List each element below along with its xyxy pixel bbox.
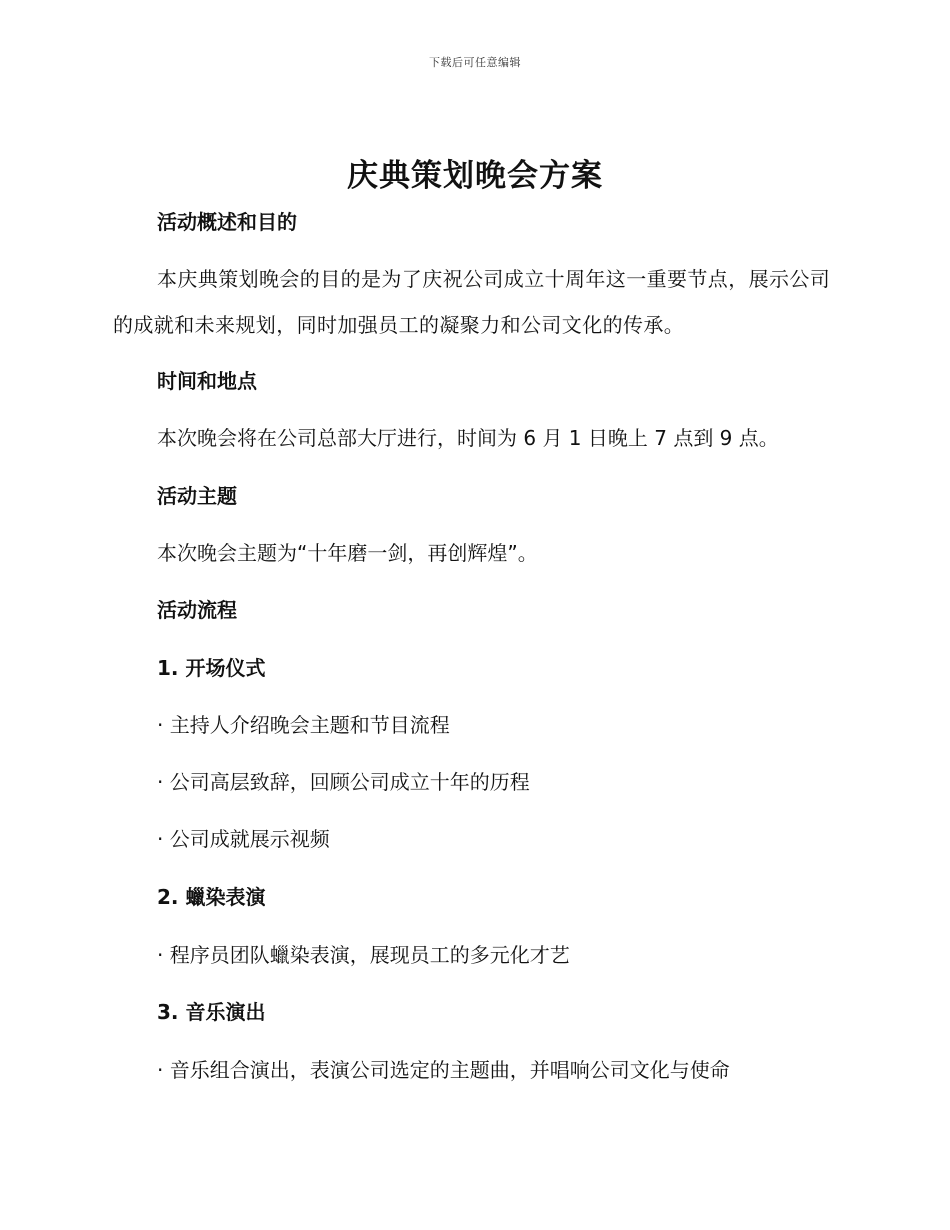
subheading-part2: 2. 蠟染表演	[157, 885, 266, 909]
paragraph-theme: 本次晚会主题为“十年磨一剑，再创辉煌”。	[157, 541, 538, 565]
paragraph-time-place: 本次晚会将在公司总部大厅进行，时间为 6 月 1 日晚上 7 点到 9 点。	[157, 426, 779, 450]
page-title: 庆典策划晚会方案	[347, 158, 603, 194]
paragraph-overview: 本庆典策划晚会的目的是为了庆祝公司成立十周年这一重要节点，展示公司的成就和未来规划，同时加强员工的凝聚力和公司文化的传承。	[113, 267, 831, 337]
section-heading-overview: 活动概述和目的	[157, 210, 297, 234]
list-item: · 音乐组合演出，表演公司选定的主题曲，并唱响公司文化与使命	[157, 1058, 730, 1082]
list-item: · 程序员团队蠟染表演，展现员工的多元化才艺	[157, 943, 570, 967]
list-item: · 主持人介绍晚会主题和节目流程	[157, 713, 450, 737]
list-item: · 公司成就展示视频	[157, 827, 330, 851]
subheading-part1: 1. 开场仪式	[157, 656, 266, 680]
section-heading-flow: 活动流程	[157, 598, 237, 622]
section-heading-theme: 活动主题	[157, 484, 237, 508]
list-item: · 公司高层致辞，回顾公司成立十年的历程	[157, 770, 530, 794]
section-heading-time-place: 时间和地点	[157, 369, 257, 393]
subheading-part3: 3. 音乐演出	[157, 1000, 266, 1024]
header-note: 下载后可任意编辑	[429, 56, 521, 69]
